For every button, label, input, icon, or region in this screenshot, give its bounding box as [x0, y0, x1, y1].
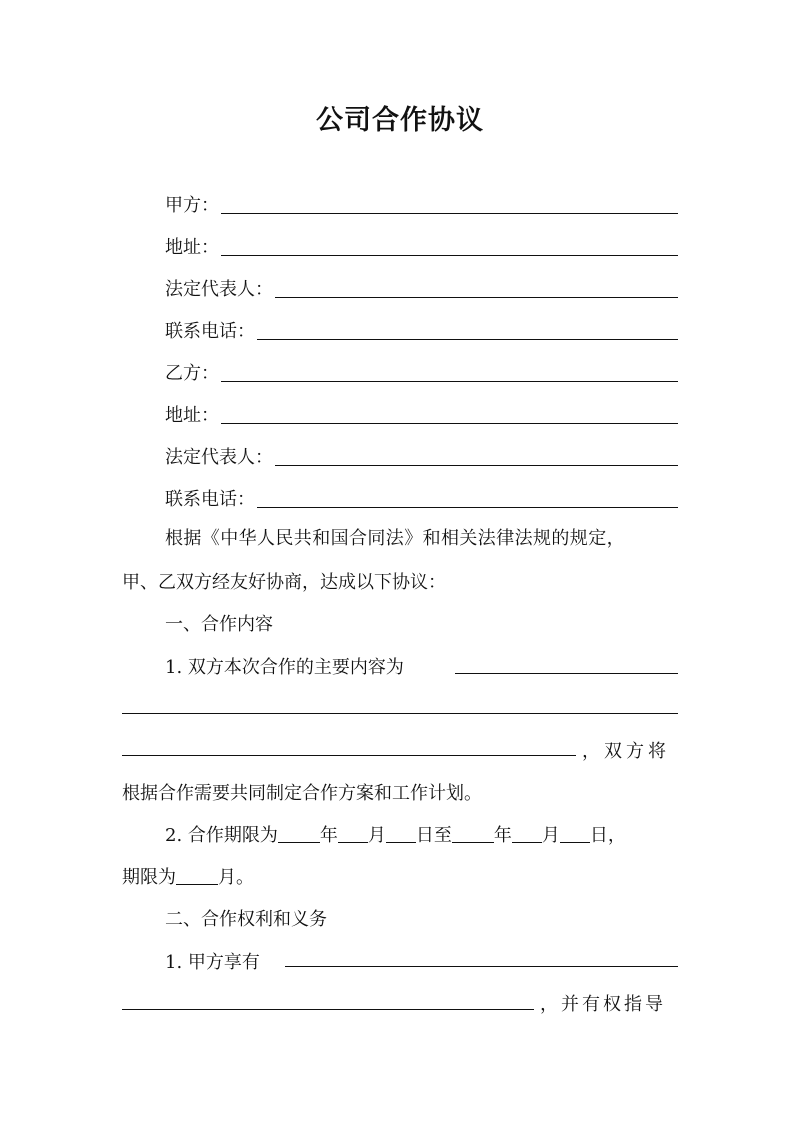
- party-a-representative-blank[interactable]: [275, 297, 678, 298]
- party-a-address-blank[interactable]: [221, 255, 678, 256]
- party-a-address-label: 地址：: [165, 237, 219, 258]
- end-month-blank[interactable]: [512, 824, 542, 843]
- section-2-item-1-suffix: ，并有权指导: [540, 994, 666, 1015]
- party-b-blank[interactable]: [221, 381, 678, 382]
- section-1-item-1-prefix: 1. 双方本次合作的主要内容为: [165, 657, 404, 678]
- month-label: 月: [367, 825, 386, 846]
- party-a-representative-field: [165, 271, 678, 301]
- intro-line-1: 根据《中华人民共和国合同法》和相关法律法规的规定，: [165, 528, 625, 549]
- term-prefix: 2. 合作期限为: [165, 825, 278, 846]
- year-label: 年: [319, 825, 338, 846]
- party-b-phone-field: [165, 481, 678, 511]
- section-1-item-1-blank-a[interactable]: [455, 673, 678, 674]
- section-2-heading: 二、合作权利和义务: [165, 909, 327, 930]
- party-b-phone-blank[interactable]: [257, 507, 678, 508]
- intro-line-2: 甲、乙双方经友好协商，达成以下协议：: [122, 572, 446, 593]
- start-day-blank[interactable]: [386, 824, 416, 843]
- party-a-phone-blank[interactable]: [257, 339, 678, 340]
- party-b-field: [165, 355, 678, 385]
- end-day-blank[interactable]: [560, 824, 590, 843]
- party-a-phone-label: 联系电话：: [165, 321, 255, 342]
- term-months-blank[interactable]: [176, 866, 218, 885]
- section-1-item-1-blank-c[interactable]: [122, 755, 576, 756]
- day-to-label: 日至: [415, 825, 452, 846]
- term-duration-prefix: 期限为: [122, 867, 176, 888]
- section-1-item-2: [165, 821, 626, 847]
- section-1-heading: 一、合作内容: [165, 614, 273, 635]
- party-b-phone-label: 联系电话：: [165, 489, 255, 510]
- day-end-label: 日，: [589, 825, 626, 846]
- section-1-item-1-suffix: ，双方将: [582, 741, 670, 762]
- term-duration-suffix: 月。: [218, 867, 254, 888]
- section-2-item-1-blank-a[interactable]: [285, 966, 678, 967]
- party-b-representative-label: 法定代表人：: [165, 447, 273, 468]
- start-month-blank[interactable]: [338, 824, 368, 843]
- section-1-item-1-blank-b[interactable]: [122, 713, 678, 714]
- party-b-label: 乙方：: [165, 363, 219, 384]
- party-a-label: 甲方：: [165, 195, 219, 216]
- party-a-blank[interactable]: [221, 213, 678, 214]
- end-year-blank[interactable]: [452, 824, 494, 843]
- party-a-field: [165, 187, 678, 217]
- party-a-representative-label: 法定代表人：: [165, 279, 273, 300]
- party-b-representative-blank[interactable]: [275, 465, 678, 466]
- start-year-blank[interactable]: [278, 824, 320, 843]
- party-b-address-field: [165, 397, 678, 427]
- section-2-item-1-blank-b[interactable]: [122, 1009, 534, 1010]
- party-a-phone-field: [165, 313, 678, 343]
- term-duration: [122, 863, 254, 889]
- section-2-item-1-prefix: 1. 甲方享有: [165, 952, 260, 973]
- section-1-item-1-continuation: 根据合作需要共同制定合作方案和工作计划。: [122, 783, 482, 804]
- end-year-label: 年: [493, 825, 512, 846]
- end-month-label: 月: [541, 825, 560, 846]
- party-a-address-field: [165, 229, 678, 259]
- party-b-representative-field: [165, 439, 678, 469]
- page-title: 公司合作协议: [316, 105, 484, 136]
- party-b-address-label: 地址：: [165, 405, 219, 426]
- party-b-address-blank[interactable]: [221, 423, 678, 424]
